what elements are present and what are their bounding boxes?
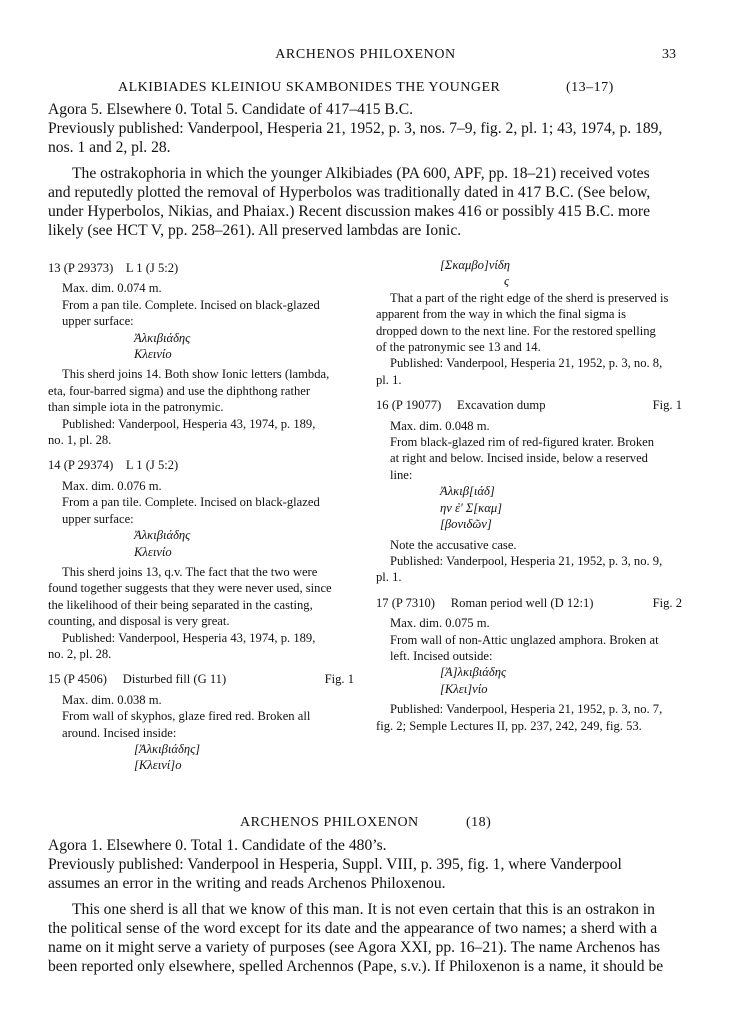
entry-description: From a pan tile. Complete. Incised on black-glazed [62,495,320,510]
entry-description: line: [390,467,413,482]
entry-publication: Published: Vanderpool, Hesperia 21, 1952, p. 3, no. 8, [390,356,663,371]
entry-description: around. Incised inside: [62,725,177,740]
greek-inscription: [Κλεινί]ο [134,758,182,773]
entry-description: From black-glazed rim of red-figured krater. Broken [390,435,655,450]
greek-inscription: [Σκαμβο]νίδη [440,258,511,272]
greek-inscription: [Ἀλκιβιάδης] [134,741,201,756]
body-line: the political sense of the word except for its date and the appearance of two names; a sherd with a [48,919,658,937]
greek-inscription: [βονιδῶν] [440,517,492,532]
intro-line: nos. 1 and 2, pl. 28. [48,139,171,157]
body-line: name on it might serve a variety of purposes (see Agora XXI, pp. 16–21). The name Archenos has [48,939,661,957]
greek-inscription: Ἀλκιβιάδης [134,528,191,543]
body-line: assumes an error in the writing and reads Archenos Philoxenou. [48,875,446,893]
entry-note: of the patronymic see 13 and 14. [376,340,541,355]
entry-heading-row [376,397,682,413]
entry-publication: no. 1, pl. 28. [48,433,112,448]
body-line: Previously published: Vanderpool in Hesperia, Suppl. VIII, p. 395, fig. 1, where Vanderpool [48,856,622,874]
figure-reference: Fig. 1 [652,398,682,413]
body-line: Agora 1. Elsewhere 0. Total 1. Candidate of the 480’s. [48,837,387,854]
entry-note: apparent from the way in which the final sigma is [376,307,627,322]
entry-heading: 15 (P 4506) Disturbed fill (G 11) [48,672,227,687]
entry-note: counting, and disposal is very great. [48,614,230,629]
body-line: been reported only elsewhere, spelled Archennos (Pape, s.v.). If Philoxenon is a name, it should be [48,958,664,976]
catalog-entry-15 [48,671,354,773]
entry-publication: Published: Vanderpool, Hesperia 43, 1974, p. 189, [62,630,316,645]
intro-line: Previously published: Vanderpool, Hesperia 21, 1952, p. 3, nos. 7–9, fig. 2, pl. 1; 43, 1974, p. 189, [48,120,663,138]
entry-description: From wall of skyphos, glaze fired red. Broken all [62,709,311,724]
entry-dimension: Max. dim. 0.075 m. [390,616,490,631]
greek-inscription: ην ἐ' Σ[καμ] [440,500,503,515]
entry-heading: 16 (P 19077) Excavation dump [376,398,546,413]
figure-reference: Fig. 2 [652,595,682,610]
entry-description: left. Incised outside: [390,648,493,663]
entry-note: Note the accusative case. [390,537,517,552]
page-number: 33 [662,47,676,62]
intro-line: and reputedly plotted the removal of Hyperbolos was traditionally dated in 417 B.C. (See below, [48,183,651,201]
entry-publication: Published: Vanderpool, Hesperia 43, 1974, p. 189, [62,416,316,431]
entry-heading: 13 (P 29373) L 1 (J 5:2) [48,261,179,275]
archenos-body [48,836,680,976]
section-title-alkibiades: ALKIBIADES KLEINIOU SKAMBONIDES THE YOUNGER [118,80,501,95]
entry-publication: Published: Vanderpool, Hesperia 21, 1952, p. 3, no. 9, [390,553,663,568]
greek-inscription: Ἀλκιβ[ιάδ] [440,484,495,499]
greek-inscription: ς [504,274,510,289]
figure-reference: Fig. 1 [324,672,354,687]
entry-description: From wall of non-Attic unglazed amphora. Broken at [390,632,659,647]
entry-dimension: Max. dim. 0.038 m. [62,692,162,707]
greek-inscription: Ἀλκιβιάδης [134,330,191,345]
entry-note: eta, four-barred sigma) and use the diphthong rather [48,383,311,398]
entry-note: That a part of the right edge of the sherd is preserved is [390,290,669,305]
entry-heading: 17 (P 7310) Roman period well (D 12:1) [376,595,594,610]
entry-description: at right and below. Incised inside, below a reserved [390,451,648,466]
entry-note: found together suggests that they were never used, since [48,581,332,596]
entry-heading-row [48,671,354,687]
intro-line: likely (see HCT V, pp. 258–261). All preserved lambdas are Ionic. [48,222,462,240]
greek-inscription: Κλεινίο [134,347,172,362]
alkibiades-intro [48,100,680,240]
entry-publication: Published: Vanderpool, Hesperia 21, 1952, p. 3, no. 7, [390,702,663,717]
right-column [376,257,682,734]
catalog-entry-14 [48,457,354,662]
entry-dimension: Max. dim. 0.048 m. [390,418,490,433]
intro-paragraph [48,164,680,241]
section-title-archenos: ARCHENOS PHILOXENON [240,815,419,830]
left-column [48,260,354,774]
entry-heading-row [376,595,682,611]
greek-inscription: Κλεινίο [134,544,172,559]
entry-publication: no. 2, pl. 28. [48,646,112,661]
running-header: ARCHENOS PHILOXENON [275,47,456,62]
entry-note: This sherd joins 14. Both show Ionic letters (lambda, [62,367,330,382]
section-range-alkibiades: (13–17) [566,80,614,95]
catalog-entry-13 [48,260,354,448]
entry-description: From a pan tile. Complete. Incised on black-glazed [62,297,320,312]
entry-publication: pl. 1. [376,570,402,585]
entry-note: than simple iota in the patronymic. [48,400,224,415]
intro-line: The ostrakophoria in which the younger Alkibiades (PA 600, APF, pp. 18–21) received votes [72,164,650,182]
greek-inscription: [Ἀ]λκιβιάδης [440,665,507,680]
entry-heading: 14 (P 29374) L 1 (J 5:2) [48,458,179,473]
entry-dimension: Max. dim. 0.074 m. [62,281,162,296]
entry-publication: pl. 1. [376,372,402,387]
catalog-entry-16 [376,397,682,585]
section-number-archenos: (18) [466,815,492,830]
catalog-entry-15-continued [376,257,682,388]
entry-dimension: Max. dim. 0.076 m. [62,478,162,493]
body-paragraph [48,900,680,977]
entry-publication: fig. 2; Semple Lectures II, pp. 237, 242, 249, fig. 53. [376,718,642,733]
entry-note: This sherd joins 13, q.v. The fact that the two were [62,564,318,579]
catalog-entry-17 [376,595,682,734]
entry-description: upper surface: [62,511,134,526]
entry-description: upper surface: [62,314,134,329]
entry-note: the likelihood of their being separated in the casting, [48,597,313,612]
greek-inscription: [Κλει]νίο [440,681,488,696]
body-line: This one sherd is all that we know of this man. It is not even certain that this is an ostrakon in [72,900,655,918]
intro-line: under Hyperbolos, Nikias, and Phaiax.) Recent discussion makes 416 or possibly 415 B.C. more [48,203,651,221]
intro-line: Agora 5. Elsewhere 0. Total 5. Candidate of 417–415 B.C. [48,101,414,118]
entry-note: dropped down to the next line. For the restored spelling [376,323,656,338]
